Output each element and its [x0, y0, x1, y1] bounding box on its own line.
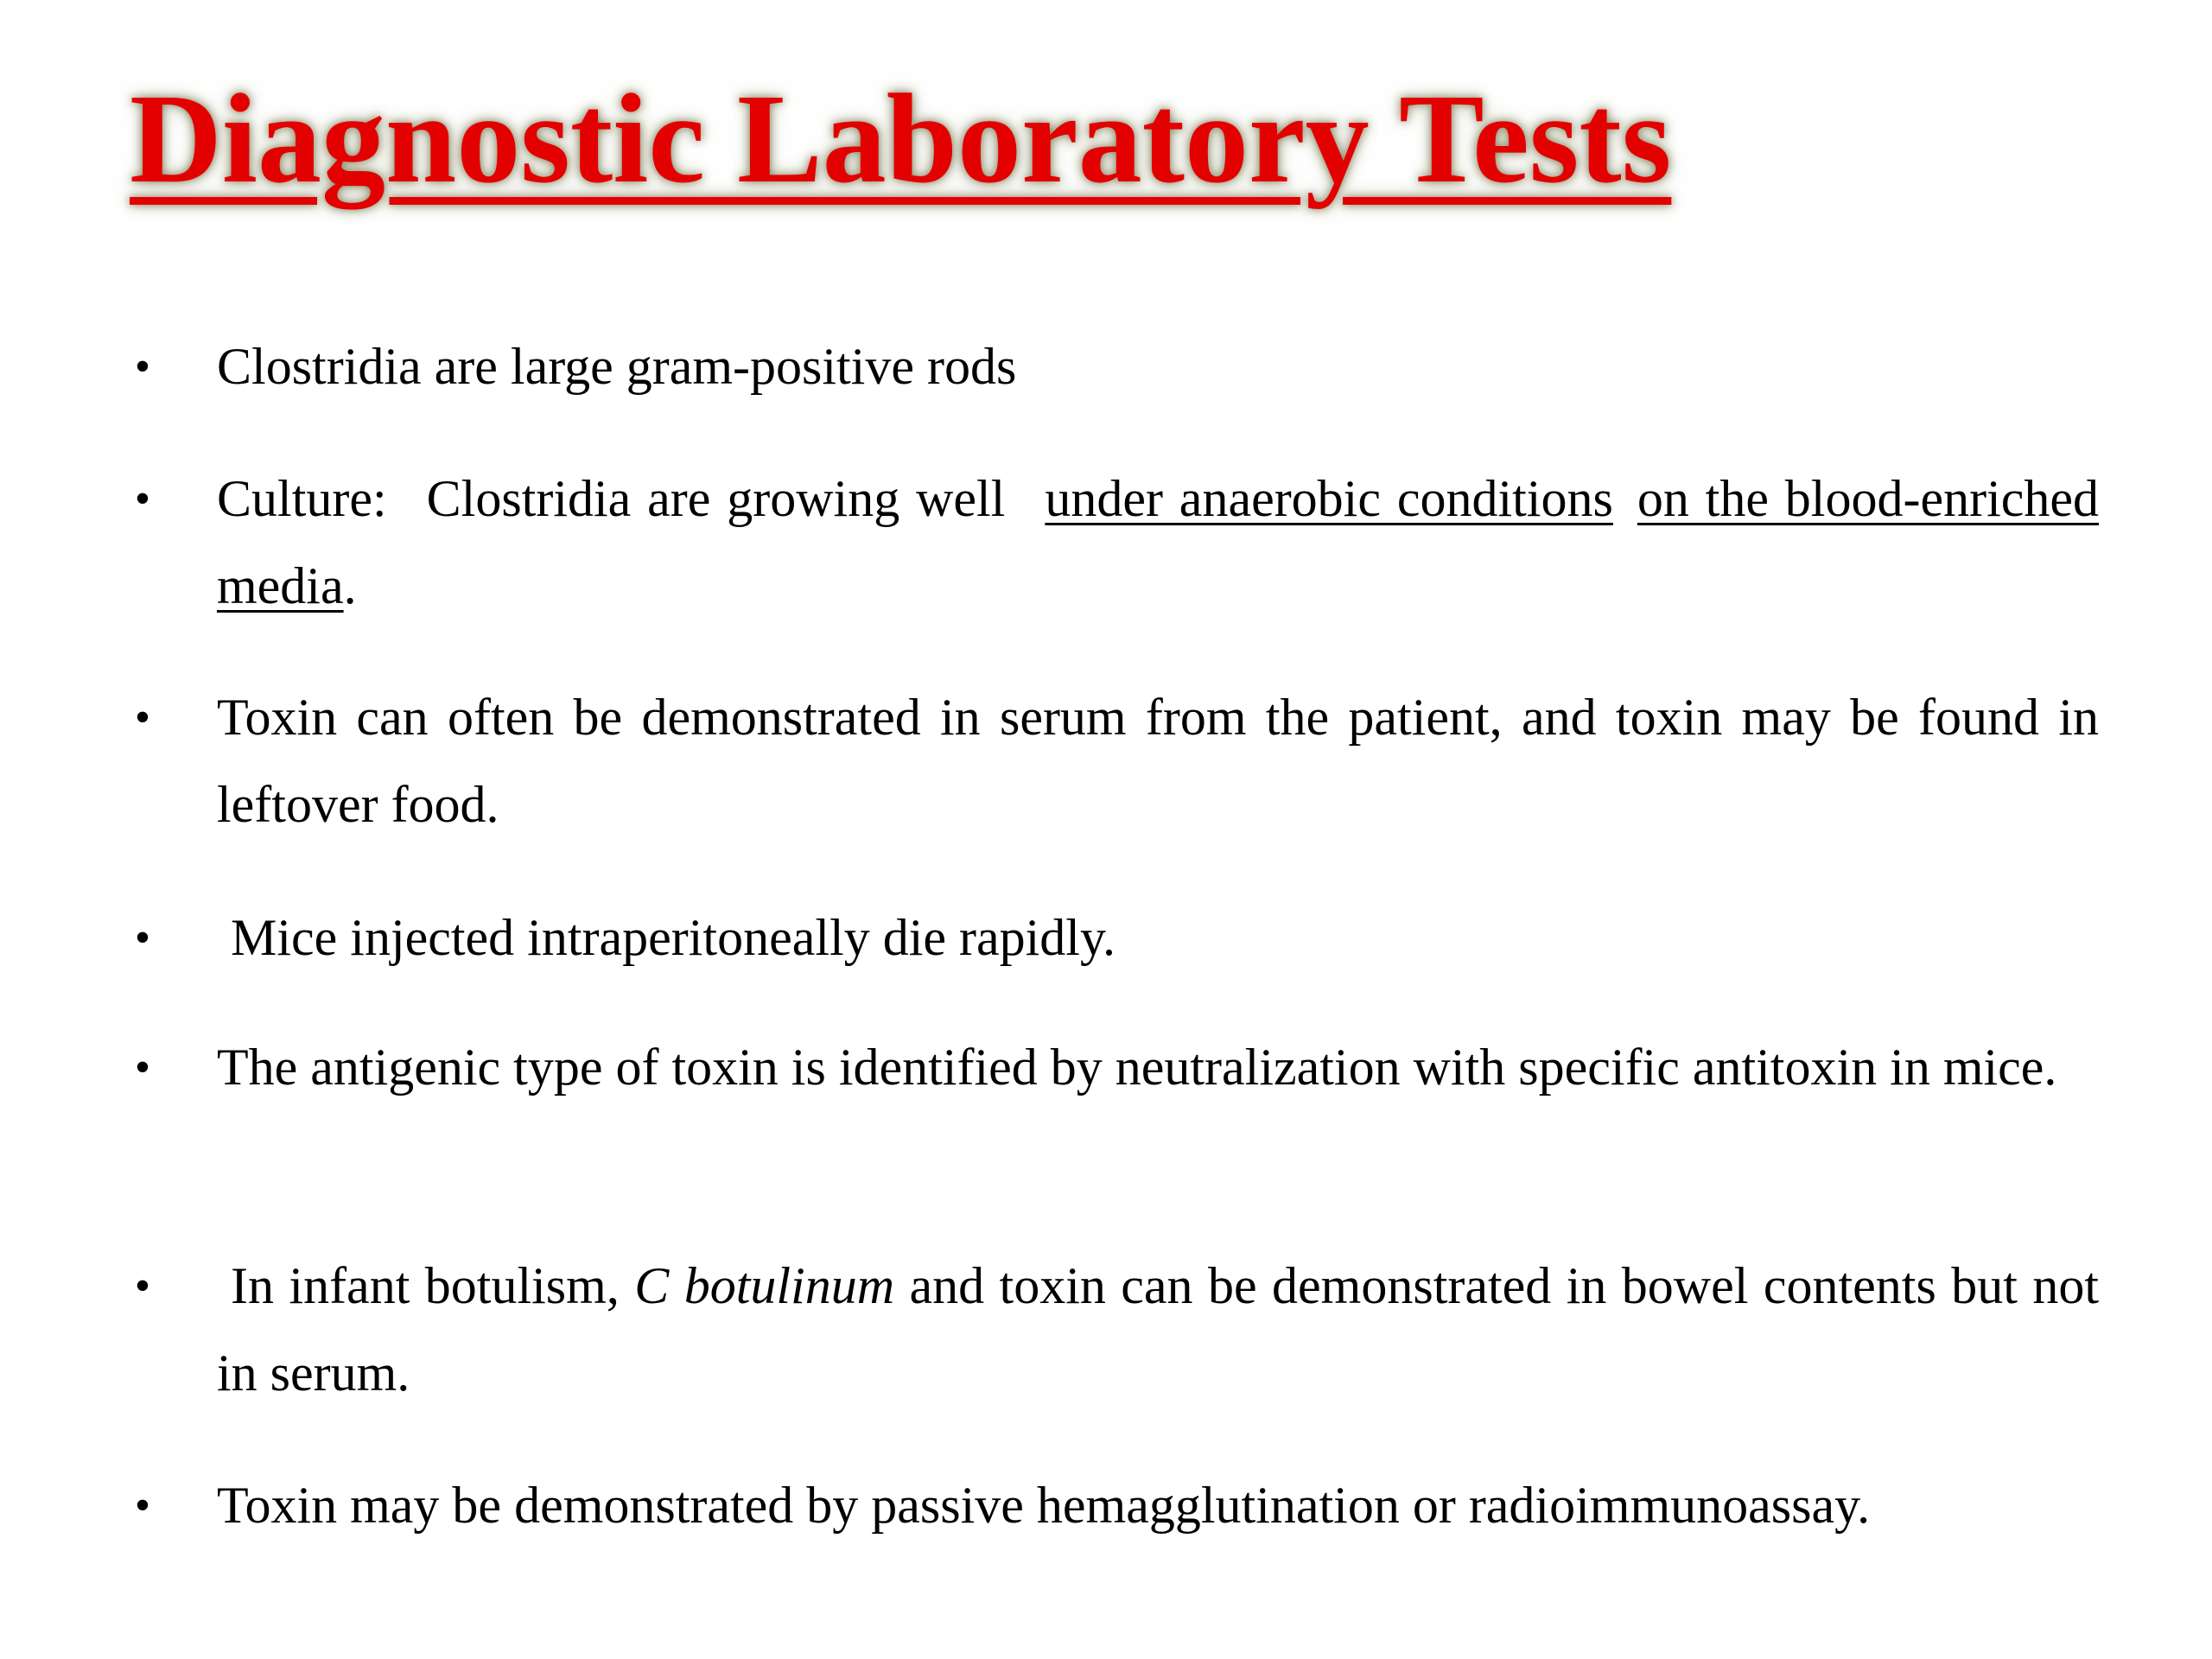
bullet-text [217, 1243, 2099, 1417]
bullet-marker: • [134, 1481, 151, 1530]
slide-title: Diagnostic Laboratory Tests [130, 68, 1672, 210]
bullet-marker: • [134, 1043, 151, 1092]
bullet-marker: • [134, 1262, 151, 1311]
bullet-text [217, 455, 2099, 630]
underlined-phrase-blood-media: on the blood-enriched media [217, 470, 2100, 614]
bullet-text: Toxin can often be demonstrated in serum from the patient, and toxin may be found in leftover food. [217, 689, 2099, 833]
bullet-marker: • [134, 474, 151, 524]
bullet-text-before: In infant botulism, [231, 1257, 635, 1314]
culture-end: . [343, 557, 357, 614]
bullet-marker: • [134, 693, 151, 742]
culture-label: Culture: [217, 470, 387, 527]
bullet-text: The antigenic type of toxin is identified by neutralization with specific antitoxin in mice. [217, 1039, 2057, 1096]
bullet-text: Clostridia are large gram-positive rods [217, 338, 1017, 395]
bullet-text: Toxin may be demonstrated by passive hemagglutination or radioimmunoassay. [217, 1477, 1871, 1534]
bullet-marker: • [134, 913, 151, 963]
species-name-italic: C botulinum [634, 1257, 895, 1314]
bullet-text: Mice injected intraperitoneally die rapidly. [231, 909, 1116, 966]
culture-text: Clostridia are growing well [426, 470, 1006, 527]
underlined-phrase-anaerobic: under anaerobic conditions [1045, 470, 1613, 527]
bullet-marker: • [134, 342, 151, 391]
bullet-text-after: and toxin can be demonstrated in bowel contents but not in serum. [217, 1257, 2100, 1402]
